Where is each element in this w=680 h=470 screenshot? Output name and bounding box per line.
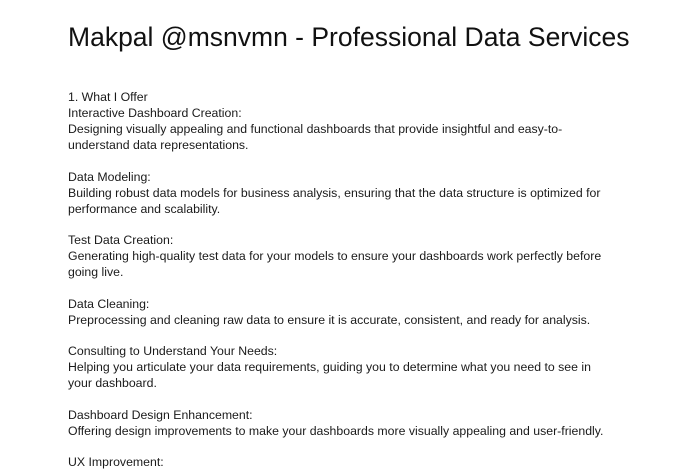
paragraph-spacer: [68, 217, 628, 233]
page-title: Makpal @msnvmn - Professional Data Services: [68, 22, 630, 52]
offer-description-line: Helping you articulate your data requirements, guiding you to determine what you need to see in: [68, 360, 591, 374]
offer-description-line: Preprocessing and cleaning raw data to ensure it is accurate, consistent, and ready for analysis.: [68, 312, 591, 327]
offer-heading-data-modeling: Data Modeling:: [68, 169, 151, 184]
section-heading: 1. What I Offer: [68, 90, 148, 104]
offer-heading-ux-improvement: UX Improvement:: [68, 455, 164, 469]
offer-description-line: going live.: [68, 265, 124, 279]
offer-heading-test-data: Test Data Creation:: [68, 233, 174, 247]
paragraph-spacer: [68, 439, 628, 455]
offer-description-line: performance and scalability.: [68, 201, 221, 216]
offer-description-line: Offering design improvements to make your dashboards more visually appealing and user-friendly.: [68, 423, 604, 438]
offer-description-line: understand data representations.: [68, 138, 249, 152]
offer-description-line: Generating high-quality test data for your models to ensure your dashboards work perfectly before: [68, 249, 602, 263]
paragraph-spacer: [68, 153, 628, 169]
paragraph-spacer: [68, 328, 628, 344]
offer-description-line: Building robust data models for business analysis, ensuring that the data structure is optimized for: [68, 185, 601, 200]
paragraph-spacer: [68, 280, 628, 296]
offer-heading-data-cleaning: Data Cleaning:: [68, 296, 150, 311]
offer-heading-dashboard-creation: Interactive Dashboard Creation:: [68, 106, 242, 120]
offer-description-line: Designing visually appealing and functional dashboards that provide insightful and easy-to-: [68, 122, 563, 136]
document-body: [68, 89, 628, 470]
offer-heading-design-enhancement: Dashboard Design Enhancement:: [68, 407, 253, 422]
offer-description-line: your dashboard.: [68, 376, 157, 390]
offer-heading-consulting: Consulting to Understand Your Needs:: [68, 344, 278, 358]
paragraph-spacer: [68, 391, 628, 407]
